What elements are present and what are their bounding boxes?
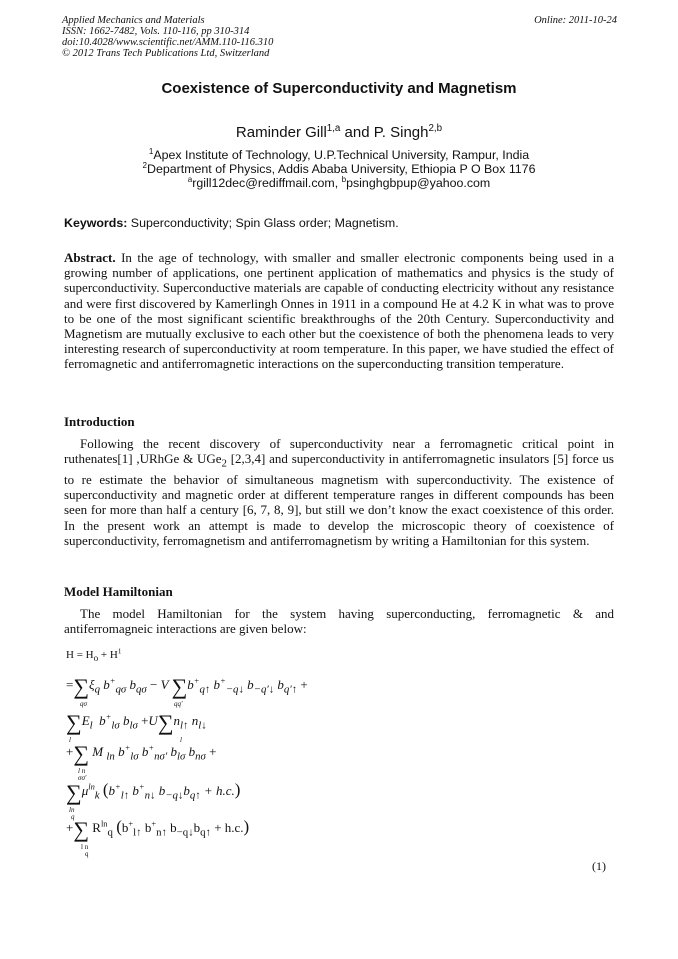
abstract-text: In the age of technology, with smaller and smaller electronic components being used in a growing number of applications, one pertinent application of mathematics and physics is the study of superconductivity. Superconductive materials are capable of conducting electricity without any resistance and were first discovered by Kamerlingh Onnes in 1911 in a compound He at 4.2 K in what was to prove to be one of the most significant scientific breakthroughs of the 20th Century. Superconductivity and Magnetism are mutually exclusive to each other but the coexistence of both the phenomena leads to very interesting research of superconductivity at room temperature. In this paper, we have studied the effect of ferromagnetic and antiferromagnetic interactions on the superconducting transition temperature. (64, 250, 614, 372)
keywords (64, 216, 617, 230)
author-list (0, 124, 678, 141)
paper-title: Coexistence of Superconductivity and Magnetism (161, 80, 517, 97)
author-affiliation-mark: 1,a (326, 123, 341, 134)
introduction-text: Following the recent discovery of superconductivity near a ferromagnetic critical point in ruthenates[1] ,URhGe & UGe (64, 436, 614, 467)
journal-name: Applied Mechanics and Materials (62, 15, 205, 26)
equation-line-2: $\sum E_l$ $b^+_{l\sigma}$ $b_{l\sigma} +U\sum n_{l↑}$ $n_{l↓}$ l l (66, 710, 207, 744)
model-paragraph: The model Hamiltonian for the system having superconducting, ferromagnetic & and antiferromagneic interactions are given below: (64, 606, 614, 637)
author-name: Raminder Gill (235, 124, 327, 141)
affiliation-mark: 1 (148, 146, 154, 156)
model-hamiltonian-heading: Model Hamiltonian (64, 584, 173, 599)
equation-line-5: +∑ $R^{ln}_q$ ($b^+_{l↑}$ $b^+_{n↑}$ $b_{-q↓}b_{q↑} + h.c$.) l n q (66, 817, 250, 858)
doi: doi:10.4028/www.scientific.net/AMM.110-116.310 (62, 37, 274, 48)
abstract (64, 250, 614, 372)
online-date: Online: 2011-10-24 (534, 15, 617, 26)
author-affiliation-mark: 2,b (428, 123, 443, 134)
keywords-label: Keywords: (64, 216, 128, 230)
equation-text: 1 (117, 647, 122, 656)
author-emails (0, 176, 678, 190)
affiliation-text: Department of Physics, Addis Ababa University, Ethiopia P O Box 1176 (147, 162, 536, 176)
equation-text: o (93, 653, 99, 664)
affiliation-2 (0, 162, 678, 176)
author-separator: and (340, 124, 374, 141)
email-mark: a (187, 174, 193, 184)
affiliation-mark: 2 (142, 160, 148, 170)
email-mark: b (341, 174, 347, 184)
email-address: psinghgbpup@yahoo.com (346, 176, 491, 190)
affiliation-1 (0, 148, 678, 162)
equation-number: (1) (592, 859, 606, 873)
equation-text: + H (98, 649, 118, 661)
equation-line-4: $\sum\mu^{ln}_k$ ($b^+_{l↑}$ $b^+_{n↓}$ $b_{-q↓}b_{q↑} + h.c$.) ln q (66, 780, 241, 821)
copyright: © 2012 Trans Tech Publications Ltd, Switzerland (62, 48, 270, 59)
email-address: rgill12dec@rediffmail.com, (192, 176, 342, 190)
equation-text: H = H (66, 649, 94, 661)
subscript: 2 (221, 457, 227, 470)
equation-line-0 (66, 649, 121, 663)
introduction-heading: Introduction (64, 414, 135, 429)
introduction-paragraph (64, 436, 614, 548)
issn: ISSN: 1662-7482, Vols. 110-116, pp 310-314 (62, 26, 250, 37)
equation-line-1: $=\sum\xi_q$ $b^+_{q\sigma}$ $b_{q\sigma} - V$ $\sum b^+_{q↑}$ $b^+_{-q↓}$ $b_{-q'↓}$ $b_{q'↑}$ + qσ qq′ (66, 674, 308, 708)
introduction-text: [2,3,4] and superconductivity in antiferromagnetic insulators [5] force us to re estimate the behavior of simultaneous magnetism with superconductivity. The existence of superconductivity and magnetic order at different temperature ranges in different compounds has been seen for more than half a century [6, 7, 8, 9], but still we don’t know the exact coexistence of this order. In the present work an attempt is made to develop the microscopic theory of coexistence of superconductivity, ferromagnetism and antiferromagnetism by writing a Hamiltonian for this system. (64, 451, 614, 548)
author-name: P. Singh (373, 124, 429, 141)
keywords-text: Superconductivity; Spin Glass order; Magnetism. (127, 216, 399, 230)
equation-line-3: +∑ M $_{ln}$ $b^+_{l\sigma}$ $b^+_{n\sigma'}$ $b_{l\sigma}$ $b_{n\sigma}$ + l n σσ′ (66, 741, 217, 782)
journal-header (62, 15, 617, 59)
affiliation-text: Apex Institute of Technology, U.P.Technical University, Rampur, India (153, 148, 530, 162)
abstract-label: Abstract. (64, 250, 116, 265)
